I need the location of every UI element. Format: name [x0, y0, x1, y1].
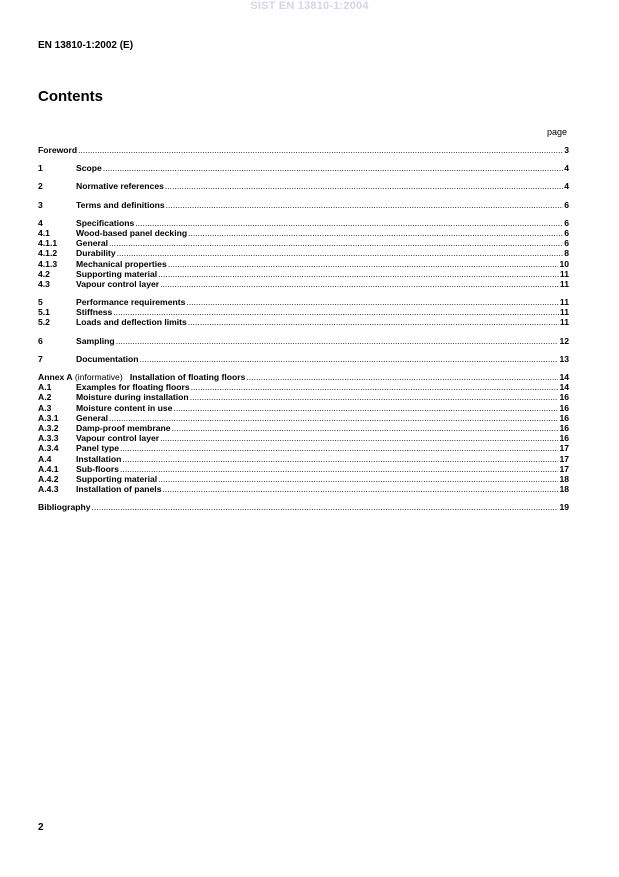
toc-entry-number: A.3	[38, 402, 52, 413]
dot-leader	[186, 297, 559, 307]
toc-entry-page: 11	[559, 307, 569, 318]
toc-entry-number: A.4.2	[38, 473, 59, 484]
toc-entry[interactable]	[38, 454, 569, 464]
dot-leader	[165, 181, 563, 191]
toc-entry[interactable]	[38, 307, 569, 317]
toc-entry-page: 12	[559, 335, 569, 346]
dot-leader	[172, 423, 559, 433]
page-title: Contents	[38, 88, 103, 105]
toc-entry-page: 14	[559, 382, 569, 393]
toc-entry-number: A.4.1	[38, 463, 59, 474]
toc-entry-page: 19	[559, 502, 569, 513]
toc-entry-number: 4	[38, 217, 43, 228]
toc-entry-title: Vapour control layer	[76, 278, 160, 289]
toc-entry-page: 17	[559, 443, 569, 454]
toc-entry-title: Supporting material	[76, 268, 158, 279]
dot-leader	[122, 454, 558, 464]
dot-leader	[103, 163, 563, 173]
toc-entry-number: 4.2	[38, 268, 50, 279]
dot-leader	[117, 248, 564, 258]
toc-entry-title: General	[76, 412, 109, 423]
toc-entry-page: 18	[559, 484, 569, 495]
toc-entry-number: 5	[38, 297, 43, 308]
toc-entry[interactable]	[38, 297, 569, 307]
toc-entry-page: 11	[559, 278, 569, 289]
toc-entry-page: 16	[559, 412, 569, 423]
toc-entry-page: 6	[564, 227, 569, 238]
toc-entry-title: Moisture content in use	[76, 402, 173, 413]
toc-entry[interactable]	[38, 248, 569, 258]
toc-entry[interactable]	[38, 443, 569, 453]
table-of-contents	[38, 145, 569, 512]
toc-entry-number: 4.1	[38, 227, 50, 238]
toc-entry-number: 4.1.3	[38, 258, 58, 269]
dot-leader	[162, 484, 558, 494]
toc-entry-title: Installation of panels	[76, 484, 162, 495]
dot-leader	[135, 218, 563, 228]
toc-entry[interactable]	[38, 228, 569, 238]
toc-entry[interactable]	[38, 181, 569, 191]
toc-entry-title: Normative references	[76, 181, 164, 192]
toc-entry-number: 4.1.2	[38, 248, 58, 259]
watermark: SIST EN 13810-1:2004	[250, 0, 369, 12]
toc-entry-page: 11	[559, 297, 569, 308]
document-id: EN 13810-1:2002 (E)	[38, 40, 134, 51]
toc-entry[interactable]	[38, 259, 569, 269]
toc-entry-number: A.2	[38, 392, 52, 403]
toc-entry[interactable]	[38, 145, 569, 155]
toc-entry[interactable]	[38, 423, 569, 433]
toc-entry-title: Sampling	[76, 335, 115, 346]
toc-entry-number: 4.3	[38, 278, 50, 289]
dot-leader	[109, 413, 558, 423]
dot-leader	[160, 433, 558, 443]
toc-entry-page: 16	[559, 402, 569, 413]
toc-entry-title: Foreword	[38, 145, 78, 155]
toc-entry-page: 14	[559, 372, 569, 382]
toc-entry-page: 6	[564, 238, 569, 249]
toc-entry[interactable]	[38, 317, 569, 327]
dot-leader	[109, 238, 563, 248]
toc-entry-number: A.3.4	[38, 443, 59, 454]
toc-entry-title: Wood-based panel decking	[76, 227, 188, 238]
toc-entry-title: Loads and deflection limits	[76, 317, 187, 328]
toc-entry-title: (informative) Installation of floating floors	[72, 372, 246, 382]
dot-leader	[158, 474, 558, 484]
toc-entry-number: A.1	[38, 382, 52, 393]
toc-entry-number: 6	[38, 335, 43, 346]
toc-entry[interactable]	[38, 392, 569, 402]
toc-entry-title: General	[76, 238, 109, 249]
toc-entry[interactable]	[38, 218, 569, 228]
toc-entry-number: 4.1.1	[38, 238, 58, 249]
toc-entry-number: 5.1	[38, 307, 50, 318]
toc-entry-number: 3	[38, 199, 43, 210]
toc-entry-title: Stiffness	[76, 307, 113, 318]
toc-entry-number: A.4	[38, 453, 52, 464]
dot-leader	[92, 502, 559, 512]
dot-leader	[188, 317, 559, 327]
toc-entry-title: Examples for floating floors	[76, 382, 190, 393]
toc-entry-title: Damp-proof membrane	[76, 422, 171, 433]
dot-leader	[120, 464, 558, 474]
toc-entry-title: Moisture during installation	[76, 392, 189, 403]
toc-entry[interactable]	[38, 279, 569, 289]
dot-leader	[166, 200, 564, 210]
dot-leader	[190, 392, 559, 402]
toc-entry-number: Annex A	[38, 372, 73, 382]
toc-entry-title: Supporting material	[76, 473, 158, 484]
toc-entry-title: Terms and definitions	[76, 199, 165, 210]
toc-entry-page: 3	[564, 145, 569, 155]
toc-entry[interactable]	[38, 502, 569, 512]
toc-entry[interactable]	[38, 464, 569, 474]
toc-entry-number: A.3.2	[38, 422, 59, 433]
toc-entry-title: Durability	[76, 248, 116, 259]
toc-entry-page: 11	[559, 317, 569, 328]
toc-entry[interactable]	[38, 336, 569, 346]
toc-entry-page: 13	[559, 353, 569, 364]
toc-entry-page: 6	[564, 217, 569, 228]
toc-entry-page: 18	[559, 473, 569, 484]
toc-entry-number: A.4.3	[38, 484, 59, 495]
toc-entry-title: Documentation	[76, 353, 139, 364]
toc-entry-title: Panel type	[76, 443, 119, 454]
dot-leader	[140, 354, 559, 364]
dot-leader	[158, 269, 559, 279]
toc-entry[interactable]	[38, 200, 569, 210]
toc-entry-page: 4	[564, 181, 569, 192]
toc-entry[interactable]	[38, 484, 569, 494]
toc-entry-title: Installation	[76, 453, 122, 464]
toc-entry[interactable]	[38, 433, 569, 443]
toc-entry-page: 6	[564, 199, 569, 210]
dot-leader	[113, 307, 559, 317]
toc-entry-number: 5.2	[38, 317, 50, 328]
toc-entry-title: Vapour control layer	[76, 433, 160, 444]
toc-entry-page: 10	[559, 258, 569, 269]
toc-entry[interactable]	[38, 238, 569, 248]
toc-entry[interactable]	[38, 372, 569, 382]
annex-note: (informative)	[72, 372, 130, 382]
toc-entry-title: Specifications	[76, 217, 135, 228]
dot-leader	[120, 443, 558, 453]
toc-entry-number: 2	[38, 181, 43, 192]
toc-entry-title: Scope	[76, 163, 102, 174]
toc-entry-page: 16	[559, 392, 569, 403]
toc-entry[interactable]	[38, 354, 569, 364]
page-number: 2	[38, 822, 44, 833]
toc-entry-title: Performance requirements	[76, 297, 186, 308]
toc-entry-number: 1	[38, 163, 43, 174]
toc-entry[interactable]	[38, 163, 569, 173]
toc-entry[interactable]	[38, 474, 569, 484]
toc-entry-title: Mechanical properties	[76, 258, 167, 269]
dot-leader	[188, 228, 563, 238]
toc-entry[interactable]	[38, 413, 569, 423]
dot-leader	[168, 259, 559, 269]
dot-leader	[173, 403, 558, 413]
dot-leader	[191, 382, 559, 392]
toc-entry-page: 16	[559, 433, 569, 444]
dot-leader	[78, 145, 563, 155]
toc-entry-page: 17	[559, 463, 569, 474]
dot-leader	[160, 279, 559, 289]
toc-entry-page: 8	[564, 248, 569, 259]
page-column-label: page	[546, 127, 567, 137]
toc-entry-page: 4	[564, 163, 569, 174]
toc-entry-title: Sub-floors	[76, 463, 119, 474]
toc-entry-page: 11	[559, 268, 569, 279]
toc-entry[interactable]	[38, 403, 569, 413]
toc-entry-title: Bibliography	[38, 502, 91, 513]
dot-leader	[246, 372, 558, 382]
toc-entry-page: 16	[559, 422, 569, 433]
toc-entry-number: A.3.1	[38, 412, 59, 423]
toc-entry[interactable]	[38, 269, 569, 279]
toc-entry-number: A.3.3	[38, 433, 59, 444]
toc-entry-page: 17	[559, 453, 569, 464]
dot-leader	[116, 336, 559, 346]
toc-entry[interactable]	[38, 382, 569, 392]
toc-entry-number: 7	[38, 353, 43, 364]
